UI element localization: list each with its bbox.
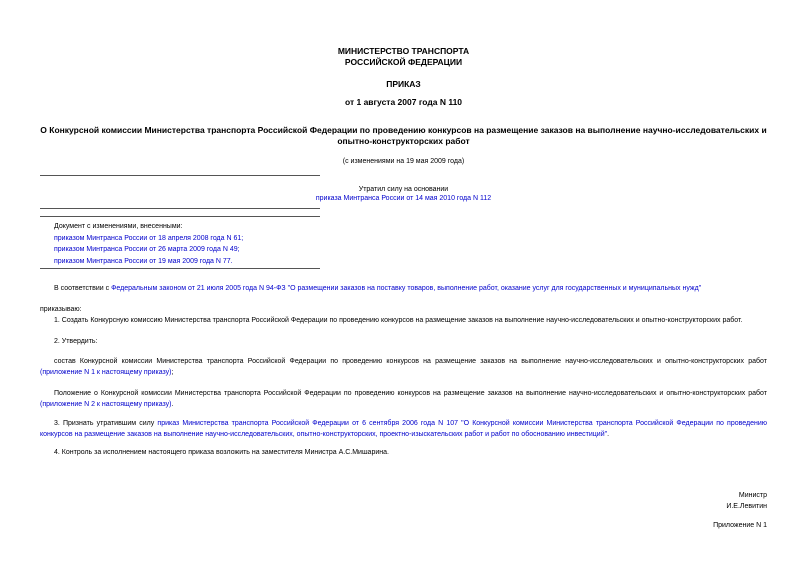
paragraph-2a-end: ; bbox=[171, 369, 174, 376]
appendix-1-link[interactable]: (приложение N 1 к настоящему приказу) bbox=[40, 369, 172, 376]
signature-block bbox=[726, 490, 767, 512]
paragraph-3-end: . bbox=[607, 431, 610, 438]
paragraph-3-prefix: 3. Признать утратившим силу bbox=[54, 420, 158, 427]
paragraph-1: 1. Создать Конкурсную комиссию Министерства транспорта Российской Федерации по проведению конкурсов на размещение заказов на выполнение научно-исследовательских и опытно-конструкторских работ. bbox=[54, 317, 743, 324]
ministry-heading bbox=[0, 46, 807, 68]
appendix-2-link[interactable]: (приложение N 2 к настоящему приказу) bbox=[40, 401, 172, 408]
expired-text: Утратил силу на основании bbox=[358, 186, 449, 193]
federal-law-link[interactable]: Федеральным законом от 21 июля 2005 года N 94-ФЗ "О размещении заказов на поставку товаров, выполнение работ, оказание услуг для государственных и муниципальных нужд" bbox=[111, 285, 702, 292]
paragraph-2: 2. Утвердить: bbox=[54, 338, 98, 345]
divider bbox=[40, 216, 320, 217]
document-title: О Конкурсной комиссии Министерства транспорта Российской Федерации по проведению конкурсов на размещение заказов на выполнение научно-исследовательских и опытно-конструкторских работ bbox=[40, 125, 767, 146]
changes-block bbox=[54, 221, 243, 267]
expired-link[interactable]: приказа Минтранса России от 14 мая 2010 года N 112 bbox=[315, 195, 492, 203]
intro-paragraph bbox=[54, 284, 767, 293]
paragraph-2a-text: состав Конкурсной комиссии Министерства транспорта Российской Федерации по проведению конкурсов на размещение заказов на выполнение научно-исследовательских и опытно-конструкторских работ bbox=[54, 358, 767, 365]
appendix-label: Приложение N 1 bbox=[713, 522, 767, 529]
change-link[interactable]: приказом Минтранса России от 18 апреля 2008 года N 61; bbox=[54, 234, 244, 242]
repealed-order-link[interactable]: приказ Министерства транспорта Российской Федерации от 6 сентября 2006 года N 107 "О Конкурсной комиссии Министерства транспорта Российской Федерации по проведению конкурсов на размещение заказов на выполнение научно-исследовательских, опытно-конструкторских, проектно-изыскательских работ и работ по обоснованию инвестиций" bbox=[40, 420, 767, 438]
signatory-position: Министр bbox=[738, 492, 767, 499]
order-word: приказываю: bbox=[40, 306, 82, 313]
change-link[interactable]: приказом Минтранса России от 19 мая 2009 года N 77. bbox=[54, 257, 233, 265]
divider bbox=[40, 208, 320, 209]
intro-prefix: В соответствии с bbox=[54, 285, 112, 292]
paragraph-4: 4. Контроль за исполнением настоящего приказа возложить на заместителя Министра А.С.Мишарина. bbox=[54, 449, 389, 456]
document-date-number: от 1 августа 2007 года N 110 bbox=[344, 97, 463, 107]
divider bbox=[40, 268, 320, 269]
ministry-line-1: МИНИСТЕРСТВО ТРАНСПОРТА bbox=[337, 46, 470, 56]
paragraph-2b bbox=[40, 388, 767, 410]
amendment-note: (с изменениями на 19 мая 2009 года) bbox=[342, 158, 465, 165]
paragraph-2a bbox=[40, 356, 767, 378]
paragraph-2b-end: . bbox=[171, 401, 174, 408]
ministry-line-2: РОССИЙСКОЙ ФЕДЕРАЦИИ bbox=[344, 57, 463, 67]
paragraph-2b-text: Положение о Конкурсной комиссии Министерства транспорта Российской Федерации по проведению конкурсов на размещение заказов на выполнение научно-исследовательских и опытно-конструкторских работ bbox=[54, 390, 767, 397]
signatory-name: И.Е.Левитин bbox=[726, 503, 767, 510]
paragraph-3 bbox=[40, 418, 767, 440]
divider bbox=[40, 175, 320, 176]
changes-heading: Документ с изменениями, внесенными: bbox=[54, 223, 183, 230]
change-link[interactable]: приказом Минтранса России от 26 марта 2009 года N 49; bbox=[54, 246, 240, 253]
document-type: ПРИКАЗ bbox=[386, 79, 421, 89]
expired-status bbox=[0, 185, 807, 204]
